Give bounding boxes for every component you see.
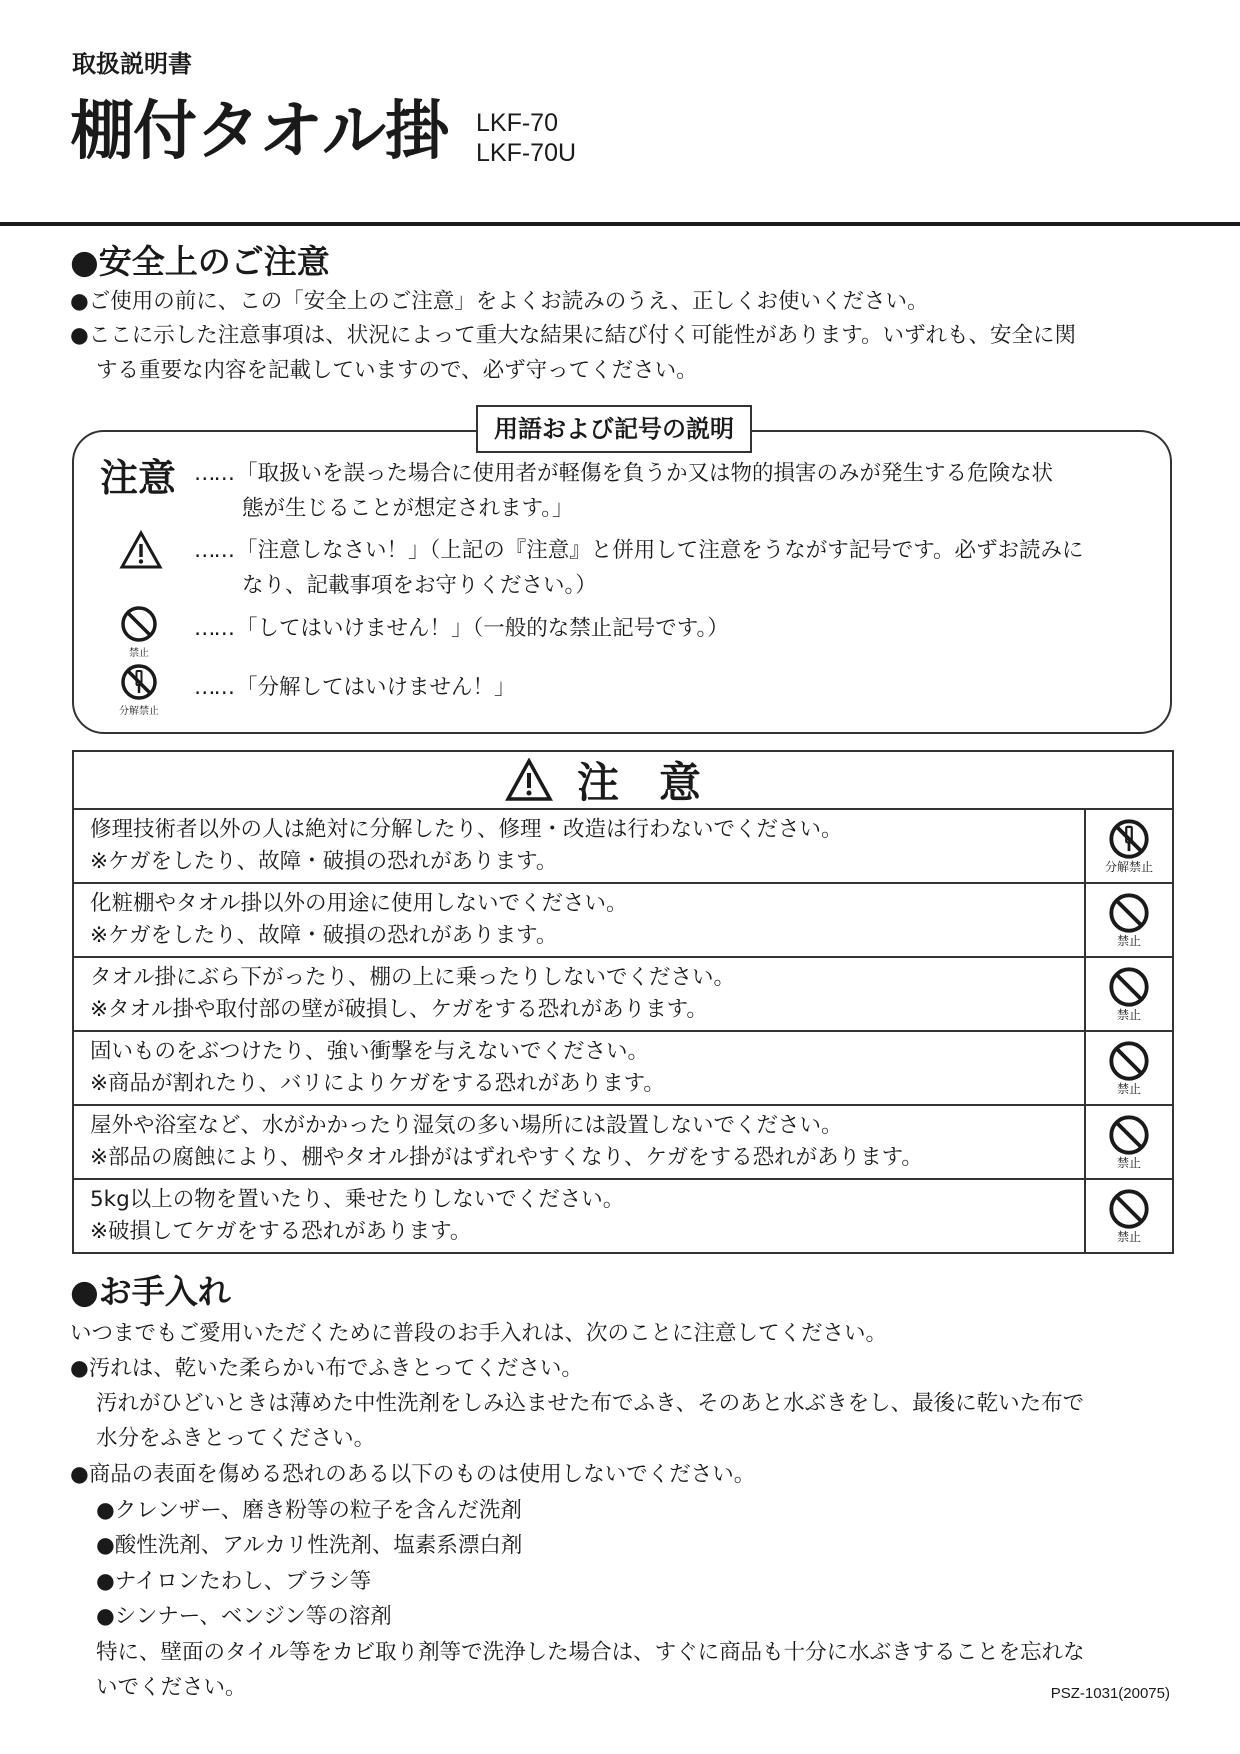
caution-word-desc-a: 「取扱いを誤った場合に使用者が軽傷を負うか又は物的損害のみが発生する危険な状 (236, 461, 1054, 486)
caution-table-header (74, 752, 1172, 810)
prohibit-icon (120, 605, 158, 643)
leader-dots: …… (194, 616, 233, 641)
disassemble-desc: 「分解してはいけません！」 (236, 675, 516, 700)
row-text (74, 1106, 1084, 1178)
row-instruction: 5kg以上の物を置いたり、乗せたりしないでください。 (90, 1187, 625, 1212)
symbol-caption: 禁止 (1116, 1008, 1141, 1022)
row-text (74, 1032, 1084, 1104)
row-instruction: 化粧棚やタオル掛以外の用途に使用しないでください。 (90, 891, 628, 916)
product-title: 棚付タオル掛 (70, 95, 448, 169)
list-item: ●シンナー、ベンジン等の溶剤 (96, 1604, 392, 1629)
row-text (74, 1180, 1084, 1252)
row-instruction: 固いものをぶつけたり、強い衝撃を与えないでください。 (90, 1039, 650, 1064)
table-row (74, 1106, 1172, 1180)
caution-word-desc-b: 態が生じることが想定されます。」 (242, 496, 574, 521)
no-disassembly-icon (120, 663, 158, 701)
safety-line-2b: する重要な内容を記載していますので、必ず守ってください。 (96, 358, 698, 383)
table-row (74, 1180, 1172, 1252)
care-point-1: ●汚れは、乾いた柔らかい布でふきとってください。 (70, 1356, 583, 1381)
prohibit-symbol (114, 605, 164, 660)
row-reason: ※破損してケガをする恐れがあります。 (90, 1219, 472, 1244)
prohibit-icon (1108, 1040, 1150, 1082)
row-reason: ※ケガをしたり、故障・破損の恐れがあります。 (90, 849, 558, 874)
care-point-1-sub-a: 汚れがひどいときは薄めた中性洗剤をしみ込ませた布でふき、そのあと水ぶきをし、最後に乾いた布で (96, 1391, 1085, 1416)
row-instruction: 修理技術者以外の人は絶対に分解したり、修理・改造は行わないでください。 (90, 817, 843, 842)
symbol-caption: 禁止 (1116, 1082, 1141, 1096)
list-item: ●クレンザー、磨き粉等の粒子を含んだ洗剤 (96, 1498, 522, 1523)
list-item: ●ナイロンたわし、ブラシ等 (96, 1569, 372, 1594)
prohibit-caption: 禁止 (129, 648, 149, 659)
warning-triangle-icon (505, 758, 553, 802)
model-number-1: LKF-70 (476, 109, 558, 137)
row-reason: ※商品が割れたり、バリによりケガをする恐れがあります。 (90, 1071, 665, 1096)
row-symbol (1084, 1032, 1172, 1104)
table-row (74, 810, 1172, 884)
prohibit-icon (1108, 892, 1150, 934)
warning-desc-b: なり、記載事項をお守りください。） (242, 573, 597, 598)
row-symbol (1084, 958, 1172, 1030)
row-reason: ※タオル掛や取付部の壁が破損し、ケガをする恐れがあります。 (90, 997, 708, 1022)
document-type: 取扱説明書 (72, 50, 192, 78)
row-symbol (1084, 884, 1172, 956)
caution-table (72, 750, 1174, 1254)
leader-dots: …… (194, 675, 233, 700)
caution-word: 注意 (100, 456, 177, 500)
safety-line-2a: ●ここに示した注意事項は、状況によって重大な結果に結び付く可能性があります。いずれも、安全に関 (70, 323, 1077, 348)
row-reason: ※部品の腐蝕により、棚やタオル掛がはずれやすくなり、ケガをする恐れがあります。 (90, 1145, 923, 1170)
symbol-caption: 禁止 (1116, 934, 1141, 948)
prohibit-icon (1108, 966, 1150, 1008)
warning-desc-a: 「注意しなさい！」（上記の『注意』と併用して注意をうながす記号です。必ずお読みに (236, 538, 1084, 563)
row-symbol (1084, 810, 1172, 882)
leader-dots: …… (194, 538, 233, 563)
disassemble-caption: 分解禁止 (119, 706, 159, 717)
leader-dots: …… (194, 461, 233, 486)
list-item: ●酸性洗剤、アルカリ性洗剤、塩素系漂白剤 (96, 1533, 523, 1558)
model-number-2: LKF-70U (476, 139, 577, 167)
row-instruction: 屋外や浴室など、水がかかったり湿気の多い場所には設置しないでください。 (90, 1113, 843, 1138)
symbol-caption: 分解禁止 (1104, 860, 1153, 874)
row-instruction: タオル掛にぶら下がったり、棚の上に乗ったりしないでください。 (90, 965, 736, 990)
no-disassembly-icon (1108, 818, 1150, 860)
table-row (74, 884, 1172, 958)
warning-triangle-icon (116, 530, 166, 574)
care-note-b: いでください。 (96, 1675, 247, 1700)
table-row (74, 958, 1172, 1032)
disassemble-symbol (114, 663, 164, 718)
care-intro: いつまでもご愛用いただくために普段のお手入れは、次のことに注意してください。 (70, 1321, 888, 1346)
table-row (74, 1032, 1172, 1106)
prohibit-desc: 「してはいけません！」（一般的な禁止記号です。） (236, 616, 729, 641)
caution-table-title: 注意 (576, 758, 741, 807)
row-text (74, 958, 1084, 1030)
row-symbol (1084, 1106, 1172, 1178)
prohibit-icon (1108, 1188, 1150, 1230)
model-numbers (476, 108, 576, 168)
symbol-caption: 禁止 (1116, 1156, 1141, 1170)
care-point-1-sub-b: 水分をふきとってください。 (96, 1426, 376, 1451)
safety-line-1: ●ご使用の前に、この「安全上のご注意」をよくお読みのうえ、正しくお使いください。 (70, 289, 929, 314)
row-symbol (1084, 1180, 1172, 1252)
row-reason: ※ケガをしたり、故障・破損の恐れがあります。 (90, 923, 558, 948)
explanation-label: 用語および記号の説明 (476, 405, 752, 453)
care-point-2: ●商品の表面を傷める恐れのある以下のものは使用しないでください。 (70, 1462, 756, 1487)
symbol-caption: 禁止 (1116, 1230, 1141, 1244)
row-text (74, 884, 1084, 956)
document-code: PSZ-1031(20075) (1050, 1685, 1170, 1702)
header-divider (0, 222, 1240, 226)
prohibit-icon (1108, 1114, 1150, 1156)
safety-heading: ●安全上のご注意 (70, 242, 330, 281)
care-note-a: 特に、壁面のタイル等をカビ取り剤等で洗浄した場合は、すぐに商品も十分に水ぶきすることを忘れな (96, 1640, 1085, 1665)
care-heading: ●お手入れ (70, 1272, 231, 1311)
row-text (74, 810, 1084, 882)
